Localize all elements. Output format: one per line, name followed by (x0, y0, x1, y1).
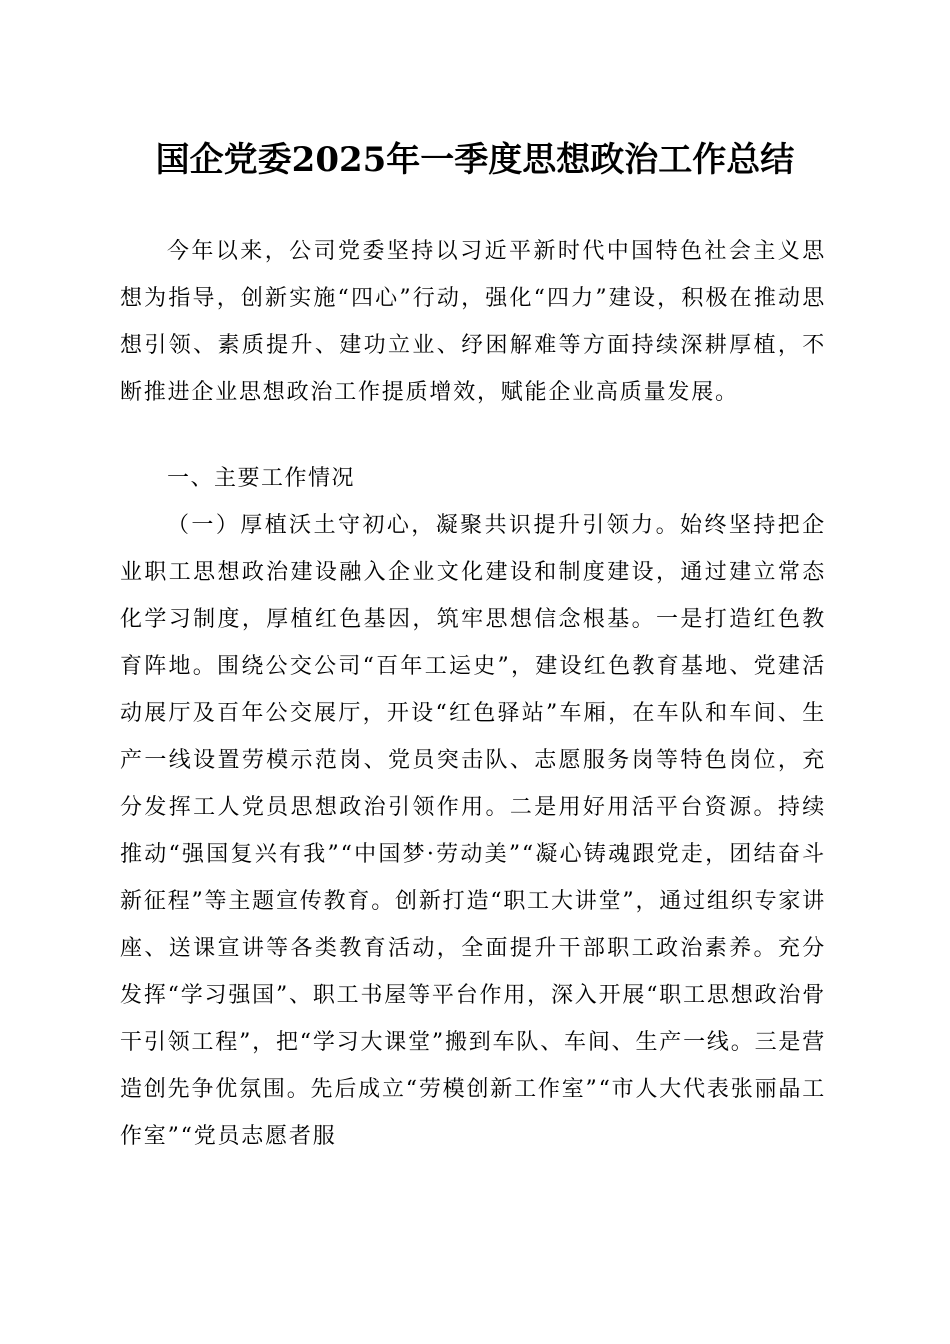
subsection-lead: （一）厚植沃土守初心，凝聚共识提升引领力。 (167, 513, 681, 538)
section-heading-main-work: 一、主要工作情况 (167, 466, 356, 491)
document-title: 国企党委2025年一季度思想政治工作总结 (155, 140, 795, 180)
subsection-paragraph-1 (120, 502, 826, 1160)
subsection-body: 始终坚持把企业职工思想政治建设融入企业文化建设和制度建设，通过建立常态化学习制度，厚植红色基因，筑牢思想信念根基。一是打造红色教育阵地。围绕公交公司“百年工运史”，建设红色教育基地、党建活动展厅及百年公交展厅，开设“红色驿站”车厢，在车队和车间、生产一线设置劳模示范岗、党员突击队、志愿服务岗等特色岗位，充分发挥工人党员思想政治引领作用。二是用好用活平台资源。持续推动“强国复兴有我”“中国梦·劳动美”“凝心铸魂跟党走，团结奋斗新征程”等主题宣传教育。创新打造“职工大讲堂”，通过组织专家讲座、送课宣讲等各类教育活动，全面提升干部职工政治素养。充分发挥“学习强国”、职工书屋等平台作用，深入开展“职工思想政治骨干引领工程”，把“学习大课堂”搬到车队、车间、生产一线。三是营造创先争优氛围。先后成立“劳模创新工作室”“市人大代表张丽晶工作室”“党员志愿者服 (120, 513, 826, 1149)
intro-paragraph: 今年以来，公司党委坚持以习近平新时代中国特色社会主义思想为指导，创新实施“四心”行动，强化“四力”建设，积极在推动思想引领、素质提升、建功立业、纾困解难等方面持续深耕厚植，不断推进企业思想政治工作提质增效，赋能企业高质量发展。 (120, 239, 826, 405)
